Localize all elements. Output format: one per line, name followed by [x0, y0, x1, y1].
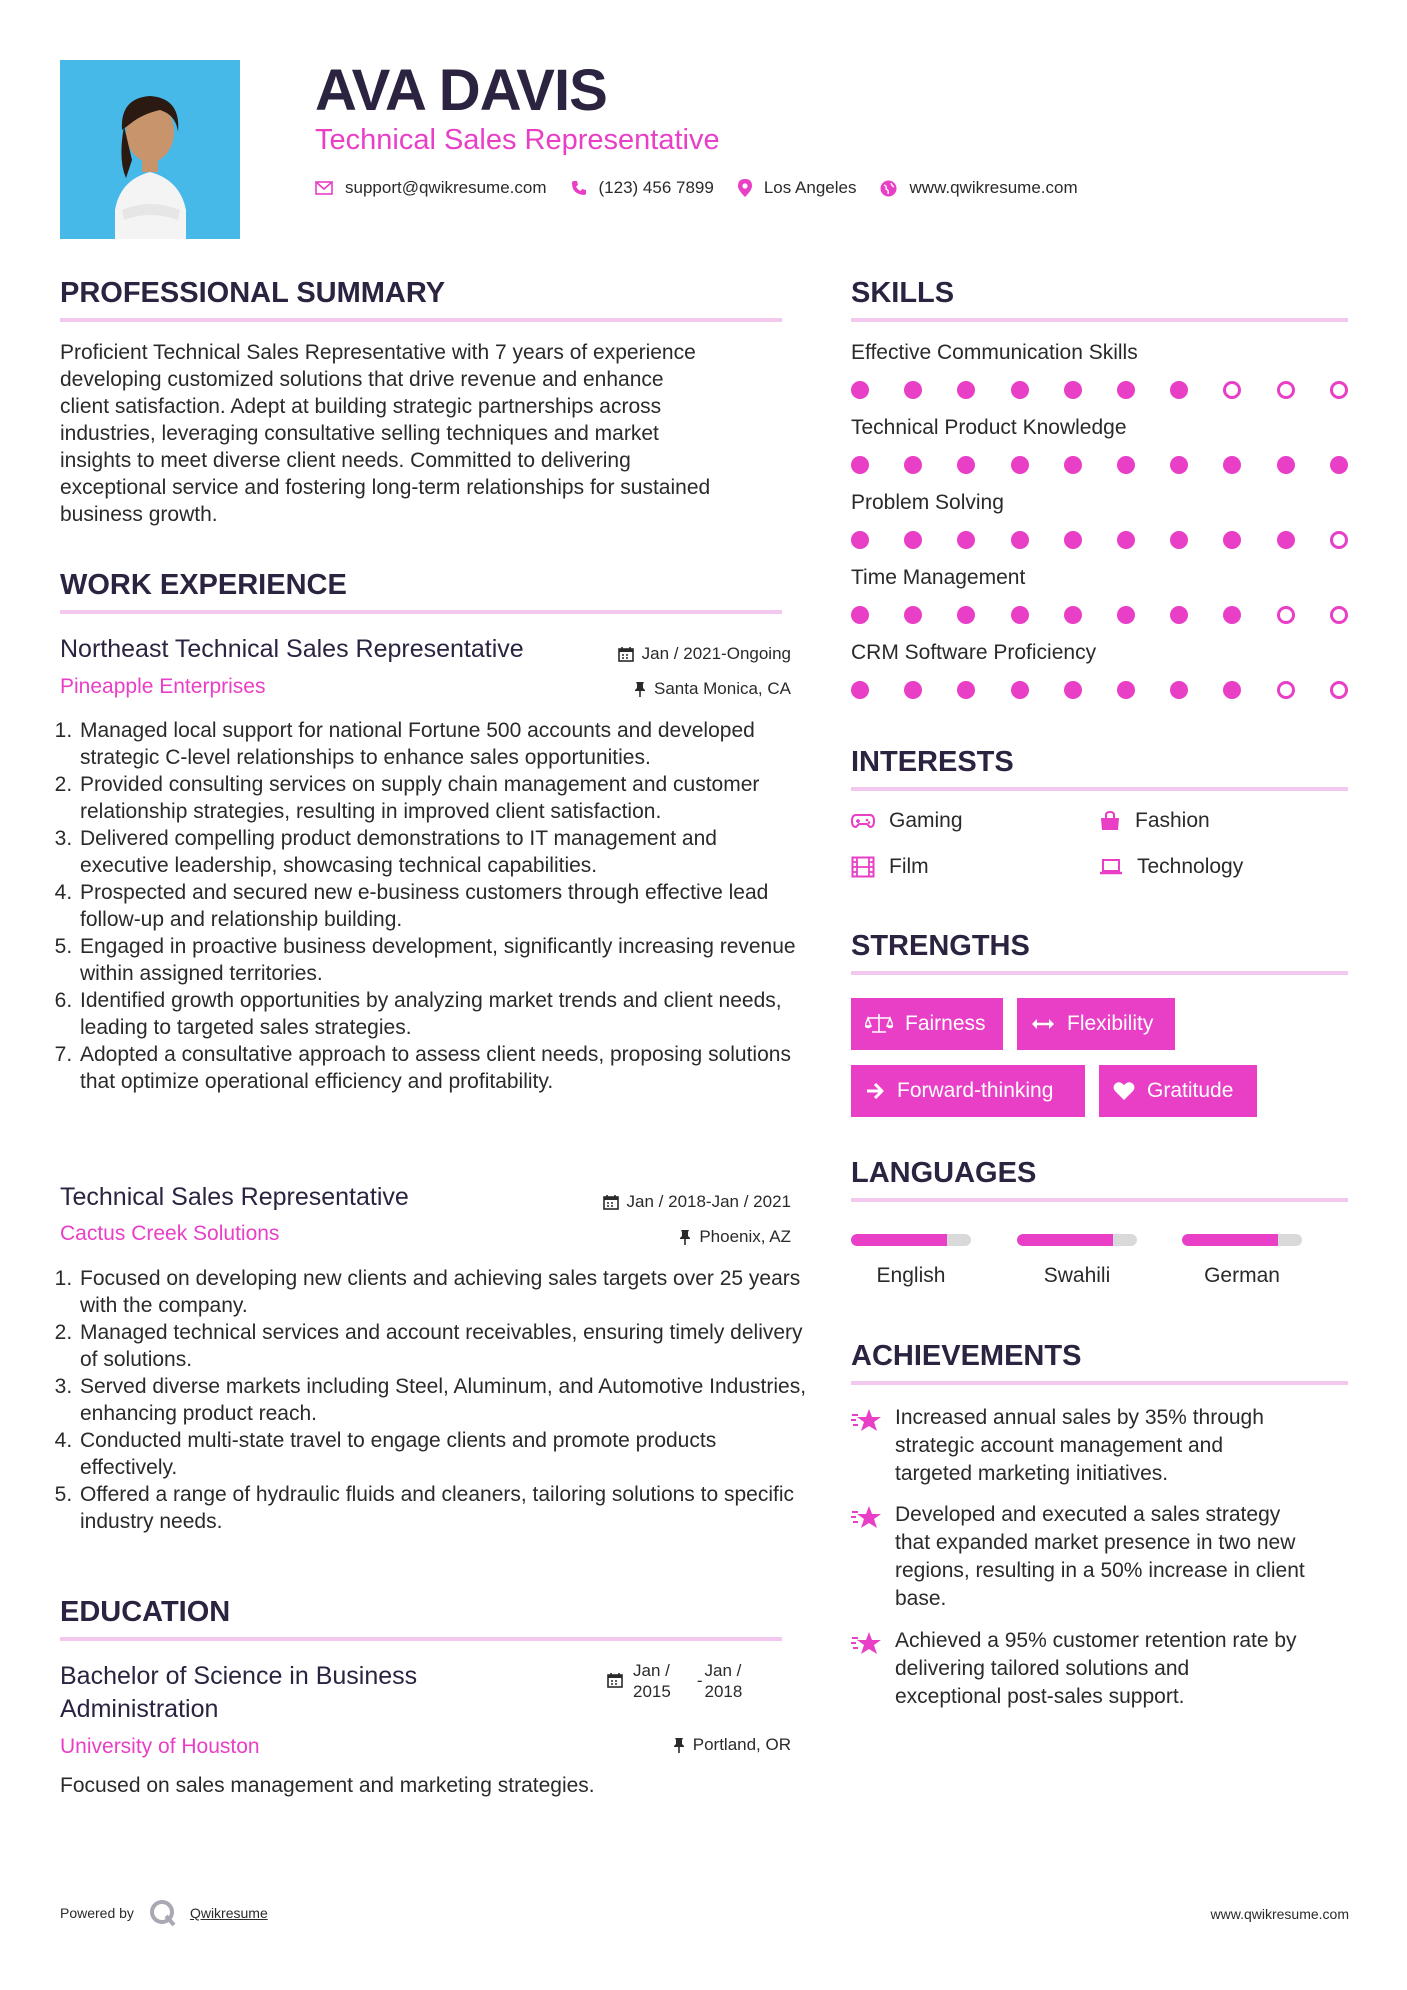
list-item: 4. Conducted multi-state travel to engage clients and promote products effectively. [78, 1427, 808, 1481]
job-duties [60, 717, 808, 1095]
rating-dot-empty [1330, 681, 1348, 699]
strength-label: Flexibility [1067, 1012, 1154, 1035]
achievement-text [895, 1404, 1264, 1488]
skill-name: Problem Solving [851, 491, 1004, 514]
strength-label: Gratitude [1147, 1079, 1234, 1102]
strengths-heading: STRENGTHS [851, 930, 1030, 962]
rating-dot-empty [1330, 531, 1348, 549]
shopping-bag-icon [1099, 811, 1121, 831]
rating-dot-filled [1011, 531, 1029, 549]
summary-line: Proficient Technical Sales Representative with 7 years of experience [60, 341, 696, 364]
job-dates-text: Jan / 2021-Ongoing [641, 644, 791, 663]
education-end-year: 2018 [704, 1682, 743, 1701]
website-text: www.qwikresume.com [909, 178, 1078, 197]
candidate-name: AVA DAVIS [315, 58, 607, 123]
rating-dot-empty [1277, 381, 1295, 399]
list-item: 4. Prospected and secured new e-business customers through effective lead follow-up and relationship building. [78, 879, 808, 933]
summary-text [60, 339, 790, 528]
language-name: German [1204, 1264, 1280, 1287]
job-title: Technical Sales Representative [60, 1183, 409, 1211]
achievement-item [851, 1404, 1264, 1488]
list-item: 1. Managed local support for national Fortune 500 accounts and developed strategic C-level relationships to enhance sales opportunities. [78, 717, 808, 771]
strength-badge [851, 998, 1003, 1050]
rating-dot-filled [1223, 456, 1241, 474]
skill-name: Technical Product Knowledge [851, 416, 1127, 439]
rating-dot-filled [1223, 606, 1241, 624]
pushpin-icon [673, 1737, 685, 1753]
interests-heading: INTERESTS [851, 746, 1014, 778]
achievement-line: base. [895, 1587, 947, 1610]
rating-dot-empty [1277, 681, 1295, 699]
rating-dot-empty [1330, 381, 1348, 399]
achievement-line: regions, resulting in a 50% increase in client [895, 1559, 1305, 1582]
strength-label: Forward-thinking [897, 1079, 1054, 1102]
calendar-icon [603, 1194, 619, 1210]
summary-line: client satisfaction. Adept at building strategic partnerships across [60, 395, 662, 418]
job-location-text: Phoenix, AZ [699, 1227, 791, 1246]
rating-dot-empty [1330, 606, 1348, 624]
rating-dot-filled [1064, 606, 1082, 624]
heart-icon [1113, 1081, 1135, 1101]
list-item: 7. Adopted a consultative approach to assess client needs, proposing solutions that optimize operational efficiency and profitability. [78, 1041, 808, 1095]
education-location-text: Portland, OR [692, 1735, 791, 1754]
language-level-bar [1017, 1234, 1137, 1246]
job-location [634, 678, 791, 700]
rating-dot-filled [904, 531, 922, 549]
degree-line: Administration [60, 1695, 219, 1723]
education-start-year: 2015 [633, 1682, 671, 1701]
education-start [633, 1660, 671, 1702]
language-level-bar [1182, 1234, 1302, 1246]
list-item: 5. Engaged in proactive business development, significantly increasing revenue within assigned territories. [78, 933, 808, 987]
star-icon [851, 1408, 883, 1434]
email-text: support@qwikresume.com [345, 178, 547, 197]
school-name: University of Houston [60, 1735, 260, 1758]
achievement-line: exceptional post-sales support. [895, 1685, 1185, 1708]
rating-dot-filled [1064, 381, 1082, 399]
rating-dot-filled [957, 381, 975, 399]
rating-dot-empty [1277, 606, 1295, 624]
calendar-icon [607, 1672, 623, 1688]
education-end [705, 1660, 743, 1702]
language-name: English [876, 1264, 946, 1287]
achievement-line: delivering tailored solutions and [895, 1657, 1190, 1680]
rating-dot-filled [1170, 531, 1188, 549]
footer-website[interactable]: www.qwikresume.com [1210, 1906, 1349, 1922]
interest-label: Film [889, 855, 929, 878]
strength-label: Fairness [905, 1012, 986, 1035]
experience-heading: WORK EXPERIENCE [60, 569, 347, 601]
envelope-icon [315, 181, 333, 195]
summary-divider [60, 318, 782, 322]
map-marker-icon [738, 179, 752, 197]
education-divider [60, 1637, 782, 1641]
achievement-item [851, 1627, 1297, 1711]
interest-label: Technology [1137, 855, 1244, 878]
language-name: Swahili [1043, 1264, 1111, 1287]
rating-dot-empty [1223, 381, 1241, 399]
arrows-h-icon [1031, 1017, 1055, 1031]
education-location [673, 1734, 791, 1756]
footer-branding [60, 1898, 268, 1928]
rating-dot-filled [1011, 681, 1029, 699]
summary-line: exceptional service and fostering long-term relationships for sustained [60, 476, 711, 499]
phone-text: (123) 456 7899 [598, 178, 714, 197]
company-name: Cactus Creek Solutions [60, 1222, 280, 1245]
contact-bar [315, 178, 1102, 198]
skill-name: Time Management [851, 566, 1026, 589]
contact-phone[interactable] [571, 178, 714, 198]
rating-dot-filled [851, 531, 869, 549]
achievement-item [851, 1501, 1305, 1613]
interest-label: Gaming [889, 809, 963, 832]
rating-dot-filled [957, 681, 975, 699]
job-title: Northeast Technical Sales Representative [60, 635, 524, 663]
powered-by-text: Powered by [60, 1905, 134, 1921]
achievement-text [895, 1501, 1305, 1613]
rating-dot-filled [851, 381, 869, 399]
qwikresume-logo-icon [148, 1898, 178, 1928]
balance-scale-icon [865, 1013, 893, 1035]
rating-dot-filled [1170, 606, 1188, 624]
skills-divider [851, 318, 1348, 322]
gamepad-icon [851, 813, 875, 829]
achievement-line: Increased annual sales by 35% through [895, 1406, 1264, 1429]
location-text: Los Angeles [763, 178, 857, 197]
list-item: 3. Delivered compelling product demonstrations to IT management and executive leadership, showcasing technical capabilities. [78, 825, 808, 879]
company-name: Pineapple Enterprises [60, 675, 266, 698]
achievements-heading: ACHIEVEMENTS [851, 1340, 1082, 1372]
education-start-month: Jan / [633, 1661, 670, 1680]
qwikresume-link[interactable]: Qwikresume [189, 1905, 268, 1921]
summary-heading: PROFESSIONAL SUMMARY [60, 277, 446, 309]
language-level-fill [851, 1234, 947, 1246]
degree-title [60, 1660, 417, 1726]
job-dates-text: Jan / 2018-Jan / 2021 [626, 1192, 791, 1211]
rating-dot-filled [1277, 531, 1295, 549]
achievement-line: Achieved a 95% customer retention rate by [895, 1629, 1297, 1652]
language-level-bar [851, 1234, 971, 1246]
rating-dot-filled [851, 456, 869, 474]
rating-dot-filled [1223, 681, 1241, 699]
skill-name: Effective Communication Skills [851, 341, 1138, 364]
job-location-text: Santa Monica, CA [653, 679, 791, 698]
rating-dot-filled [851, 681, 869, 699]
strength-badge [1017, 998, 1175, 1050]
interests-divider [851, 787, 1348, 791]
achievement-line: targeted marketing initiatives. [895, 1462, 1169, 1485]
job-location [679, 1226, 791, 1248]
experience-divider [60, 610, 782, 614]
list-item: 2. Managed technical services and account receivables, ensuring timely delivery of solutions. [78, 1319, 808, 1373]
rating-dot-filled [1117, 681, 1135, 699]
interest-film [851, 855, 929, 879]
list-item: 6. Identified growth opportunities by analyzing market trends and client needs, leading to targeted sales strategies. [78, 987, 808, 1041]
achievement-line: strategic account management and [895, 1434, 1224, 1457]
calendar-icon [618, 646, 634, 662]
job-dates [603, 1191, 791, 1213]
summary-line: industries, leveraging consultative selling techniques and market [60, 422, 659, 445]
star-icon [851, 1631, 883, 1657]
contact-email[interactable] [315, 178, 547, 198]
rating-dot-filled [1011, 606, 1029, 624]
rating-dot-filled [1330, 456, 1348, 474]
pushpin-icon [634, 681, 646, 697]
education-description: Focused on sales management and marketing strategies. [60, 1774, 595, 1797]
film-icon [851, 856, 875, 878]
rating-dot-filled [851, 606, 869, 624]
globe-icon [880, 180, 897, 197]
strength-badge [1099, 1065, 1257, 1117]
star-icon [851, 1505, 883, 1531]
rating-dot-filled [1064, 531, 1082, 549]
education-heading: EDUCATION [60, 1596, 231, 1628]
rating-dot-filled [1117, 531, 1135, 549]
rating-dot-filled [1170, 681, 1188, 699]
skills-heading: SKILLS [851, 277, 955, 309]
summary-line: developing customized solutions that drive revenue and enhance [60, 368, 664, 391]
rating-dot-filled [1170, 381, 1188, 399]
skill-name: CRM Software Proficiency [851, 641, 1097, 664]
rating-dot-filled [904, 681, 922, 699]
strength-badge [851, 1065, 1085, 1117]
rating-dot-filled [904, 456, 922, 474]
rating-dot-filled [1064, 456, 1082, 474]
achievements-divider [851, 1381, 1348, 1385]
rating-dot-filled [1117, 456, 1135, 474]
profile-photo [60, 60, 240, 239]
list-item: 3. Served diverse markets including Steel, Aluminum, and Automotive Industries, enhancing product reach. [78, 1373, 808, 1427]
laptop-icon [1099, 858, 1123, 876]
achievement-text [895, 1627, 1297, 1711]
strengths-divider [851, 971, 1348, 975]
interest-fashion [1099, 809, 1210, 833]
rating-dot-filled [957, 456, 975, 474]
summary-line: insights to meet diverse client needs. Committed to delivering [60, 449, 631, 472]
phone-icon [571, 180, 587, 196]
pushpin-icon [679, 1229, 691, 1245]
languages-divider [851, 1198, 1348, 1202]
arrow-right-icon [865, 1082, 885, 1100]
rating-dot-filled [957, 606, 975, 624]
language-level-fill [1017, 1234, 1113, 1246]
summary-line: business growth. [60, 503, 218, 526]
achievement-line: that expanded market presence in two new [895, 1531, 1296, 1554]
contact-location [738, 178, 857, 198]
education-dates [607, 1660, 742, 1702]
rating-dot-filled [1170, 456, 1188, 474]
rating-dot-filled [1011, 456, 1029, 474]
achievement-line: Developed and executed a sales strategy [895, 1503, 1281, 1526]
education-date-dash: - [696, 1671, 703, 1690]
interest-gaming [851, 809, 963, 833]
contact-website[interactable] [880, 178, 1077, 198]
rating-dot-filled [1117, 606, 1135, 624]
rating-dot-filled [1064, 681, 1082, 699]
degree-line: Bachelor of Science in Business [60, 1662, 418, 1690]
job-dates [618, 643, 791, 665]
rating-dot-filled [1277, 456, 1295, 474]
rating-dot-filled [1223, 531, 1241, 549]
rating-dot-filled [957, 531, 975, 549]
list-item: 2. Provided consulting services on supply chain management and customer relationship strategies, resulting in improved client satisfaction. [78, 771, 808, 825]
candidate-title: Technical Sales Representative [315, 124, 720, 156]
rating-dot-filled [1011, 381, 1029, 399]
language-level-fill [1182, 1234, 1278, 1246]
rating-dot-filled [904, 381, 922, 399]
languages-heading: LANGUAGES [851, 1157, 1037, 1189]
list-item: 5. Offered a range of hydraulic fluids and cleaners, tailoring solutions to specific industry needs. [78, 1481, 808, 1535]
interest-technology [1099, 855, 1243, 879]
job-duties [60, 1265, 808, 1535]
list-item: 1. Focused on developing new clients and achieving sales targets over 25 years with the company. [78, 1265, 808, 1319]
education-end-month: Jan / [704, 1661, 742, 1680]
rating-dot-filled [1117, 381, 1135, 399]
interest-label: Fashion [1135, 809, 1210, 832]
rating-dot-filled [904, 606, 922, 624]
